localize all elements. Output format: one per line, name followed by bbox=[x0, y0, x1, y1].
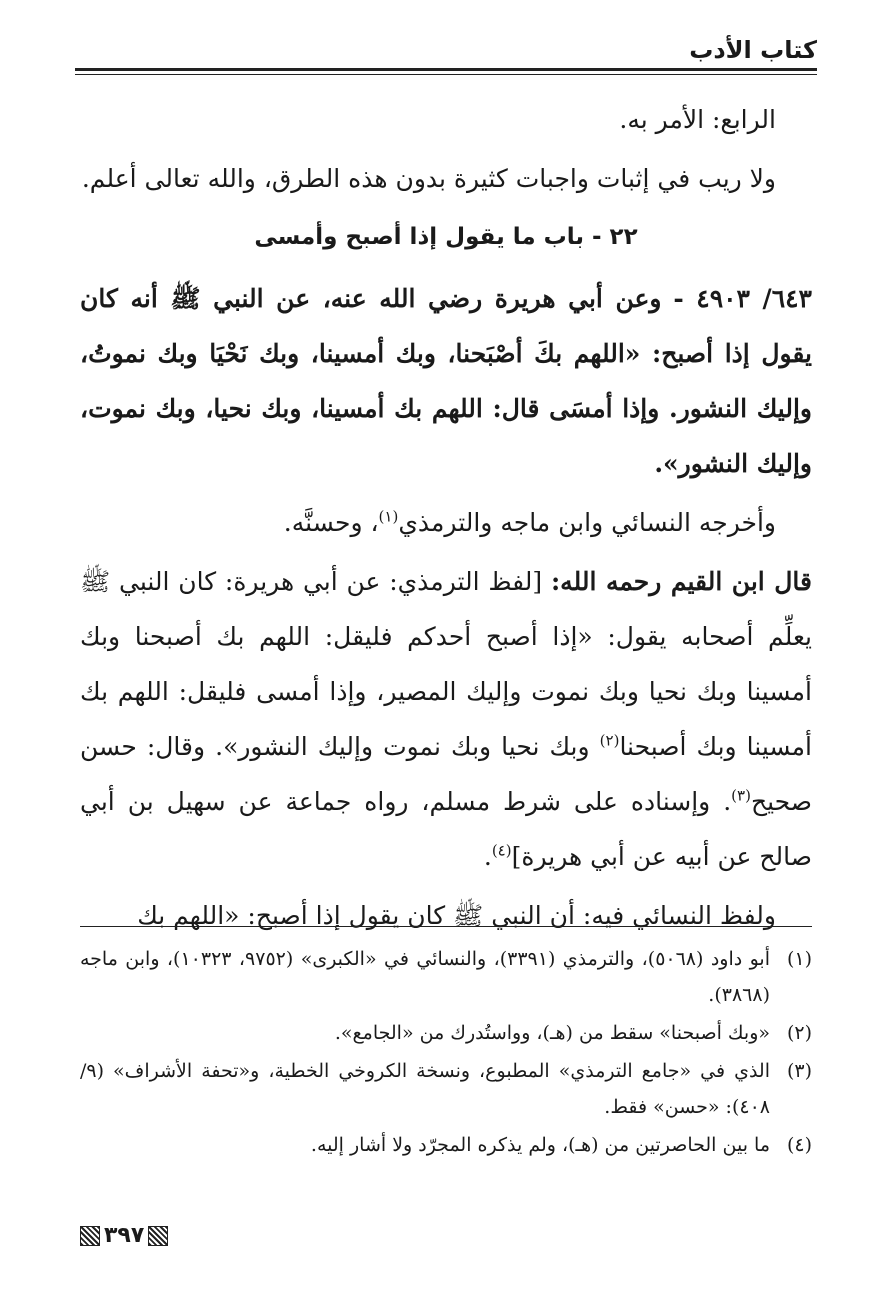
footnote-1 bbox=[80, 941, 812, 1013]
chapter-heading: ٢٢ - باب ما يقول إذا أصبح وأمسى bbox=[254, 224, 638, 250]
footnote-2 bbox=[80, 1015, 812, 1051]
ibn-qayyim-text-c: . وإسناده على شرط مسلم، رواه جماعة عن سهيل بن أبي صالح عن أبيه عن أبي هريرة] bbox=[80, 787, 812, 871]
ibn-qayyim-text-a: [لفظ الترمذي: عن أبي هريرة: كان النبي ﷺ يعلِّم أصحابه يقول: «إذا أصبح أحدكم فليقل: اللهم بك أصبحنا وبك أمسينا وبك نحيا وبك نموت وإليك المصير، وإذا أمسى فليقل: اللهم بك أمسينا وبك أصبحنا bbox=[80, 567, 813, 761]
footnote-ref-3[interactable]: (٣) bbox=[731, 786, 751, 805]
running-header bbox=[75, 28, 817, 76]
footnote-number: (١) bbox=[786, 948, 812, 970]
takhrij-paragraph bbox=[80, 495, 812, 550]
footnote-number: (٢) bbox=[786, 1022, 812, 1044]
footnote-ref-1[interactable]: (١) bbox=[378, 507, 399, 526]
paragraph-1: الرابع: الأمر به. bbox=[619, 105, 776, 134]
hadith-paragraph bbox=[80, 271, 812, 491]
ornament-icon bbox=[148, 1226, 168, 1246]
footnote-ref-2[interactable]: (٢) bbox=[599, 731, 620, 750]
footnote-text: «وبك أصبحنا» سقط من (هـ)، وواستُدرك من «الجامع». bbox=[334, 1022, 770, 1044]
footnote-text: الذي في «جامع الترمذي» المطبوع، ونسخة الكروخي الخطية، و«تحفة الأشراف» (٩/ ٤٠٨): «حسن» فقط. bbox=[80, 1060, 770, 1118]
footnote-text: أبو داود (٥٠٦٨)، والترمذي (٣٣٩١)، والنسائي في «الكبرى» (٩٧٥٢، ١٠٣٢٣)، وابن ماجه (٣٨٦٨). bbox=[80, 948, 770, 1006]
footnotes bbox=[80, 926, 812, 1165]
nasai-paragraph: ولفظ النسائي فيه: أن النبي ﷺ كان يقول إذا أصبح: «اللهم بك bbox=[137, 901, 776, 930]
header-title: كتاب الأدب bbox=[689, 36, 817, 64]
ibn-qayyim-paragraph bbox=[80, 554, 812, 884]
header-rule-thin bbox=[75, 74, 817, 75]
footnote-4 bbox=[80, 1127, 812, 1163]
ornament-icon bbox=[80, 1226, 100, 1246]
main-text bbox=[80, 92, 812, 947]
footnote-number: (٣) bbox=[786, 1060, 812, 1082]
footnote-text: ما بين الحاصرتين من (هـ)، ولم يذكره المجرّد ولا أشار إليه. bbox=[310, 1134, 770, 1156]
hadith-text: وعن أبي هريرة رضي الله عنه، عن النبي ﷺ أنه كان يقول إذا أصبح: «اللهم بكَ أصْبَحنا، وبك أمسينا، وبك نَحْيَا وبك نموتُ، وإليك النشور. وإذا أمسَى قال: اللهم بك أمسينا، وبك نحيا، وبك نموت، وإليك النشور». bbox=[80, 284, 812, 478]
takhrij-text: وأخرجه النسائي وابن ماجه والترمذي bbox=[398, 508, 776, 537]
hadith-number: ٦٤٣/ ٤٩٠٣ - bbox=[673, 284, 812, 313]
ibn-qayyim-lead: قال ابن القيم رحمه الله: bbox=[550, 567, 813, 596]
ibn-qayyim-text-b: وبك نحيا وبك نموت وإليك النشور». وقال: حسن صحيح bbox=[80, 732, 812, 816]
paragraph-2: ولا ريب في إثبات واجبات كثيرة بدون هذه الطرق، والله تعالى أعلم. bbox=[81, 164, 776, 193]
takhrij-tail: ، وحسنَّه. bbox=[283, 508, 379, 537]
header-rule-thick bbox=[75, 68, 817, 71]
footnote-3 bbox=[80, 1053, 812, 1125]
page-number-block bbox=[80, 1223, 168, 1248]
page-number: ٣٩٧ bbox=[104, 1223, 145, 1248]
footnote-ref-4[interactable]: (٤) bbox=[491, 841, 512, 860]
ibn-qayyim-text-d: . bbox=[483, 842, 492, 871]
footnote-number: (٤) bbox=[786, 1134, 812, 1156]
